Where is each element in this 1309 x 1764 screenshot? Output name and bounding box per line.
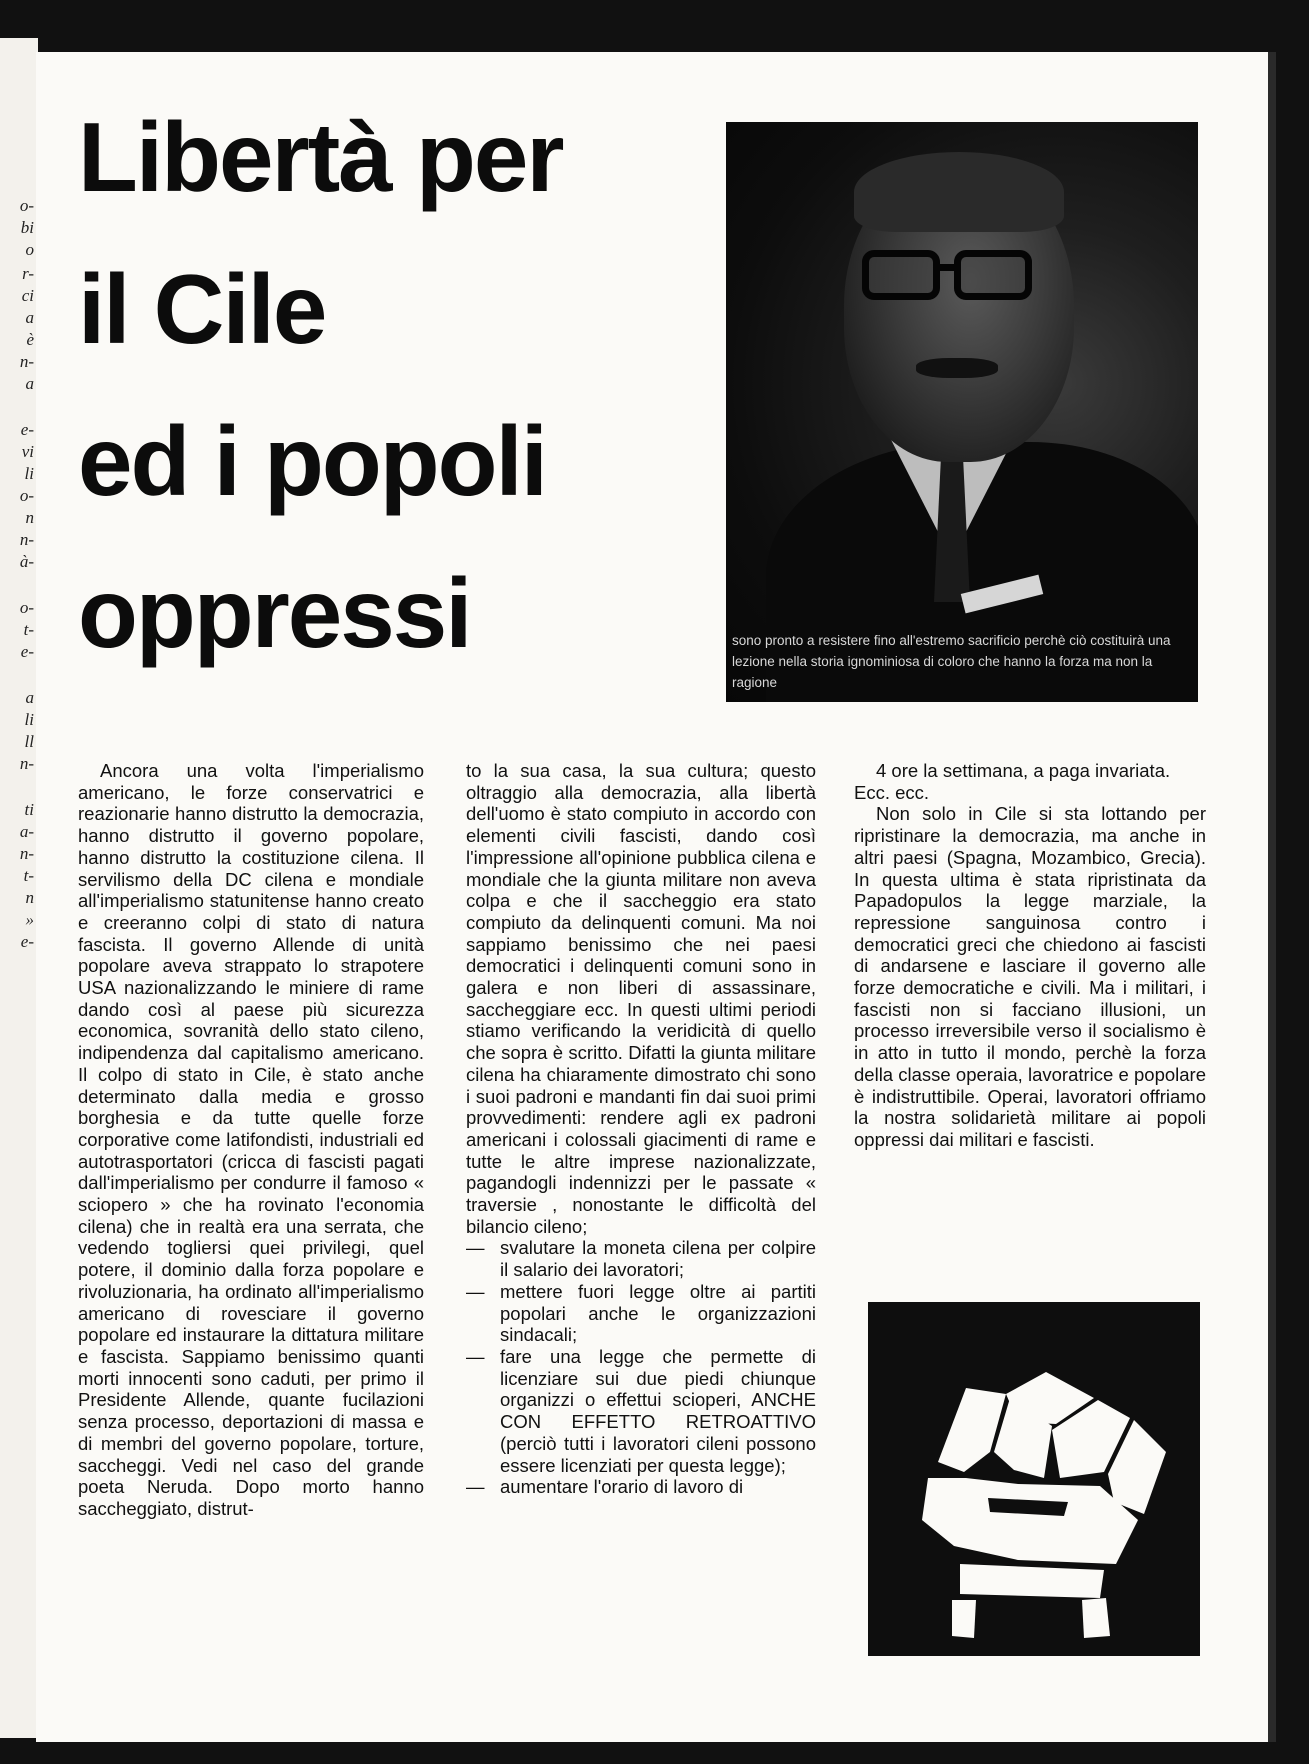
previous-page-text-fragment: a- <box>19 822 34 841</box>
previous-page-text-fragment: ci <box>21 286 34 305</box>
fist-forearm-left <box>952 1600 976 1638</box>
list-item-text: mettere fuori legge oltre ai partiti popolari anche le organizzazioni sindacali; <box>500 1280 816 1346</box>
raised-fist-illustration <box>868 1302 1200 1656</box>
list-dash: — <box>466 1345 485 1367</box>
previous-page-text-fragment: o <box>25 240 34 259</box>
photo-glasses-right <box>954 250 1032 300</box>
list-dash: — <box>466 1476 485 1498</box>
previous-page-text-fragment: t- <box>23 620 34 639</box>
fist-finger-1 <box>938 1388 1006 1472</box>
previous-page-text-fragment: e- <box>20 642 34 661</box>
previous-page-text-fragment: a <box>25 688 34 707</box>
article-column-2 <box>466 760 816 1498</box>
previous-page-text-fragment: o- <box>19 196 34 215</box>
list-item <box>466 1476 816 1498</box>
allende-portrait-photo <box>726 122 1198 702</box>
previous-page-text-fragment: n- <box>19 754 34 773</box>
page-edge-shadow <box>1268 52 1276 1742</box>
previous-page-edge <box>0 38 38 1738</box>
previous-page-text-fragment: n <box>25 888 34 907</box>
previous-page-text-fragment: vi <box>21 442 34 461</box>
col3-paragraph: Non solo in Cile si sta lottando per ripristinare la democrazia, ma anche in altri paesi (Spagna, Mozambico, Grecia). In questa ultima è stata ripristinata da Papadopulos la legge marziale, la repressione sanguinosa contro i democratici greci che chiedono ai fascisti di andarsene e lasciare il governo alle forze democratiche e civili. Ma i militari, i fascisti non si facciano illusioni, un processo irreversibile verso il socialismo è in atto in tutto il mondo, perchè la forza della classe operaia, lavoratrice e popolare è indistruttibile. Operai, lavoratori offriamo la nostra solidarietà militare ai popoli oppressi dai militari e fascisti. <box>854 803 1206 1150</box>
fist-forearm-right <box>1082 1598 1110 1638</box>
previous-page-text-fragment: ti <box>24 800 34 819</box>
list-item-text: aumentare l'orario di lavoro di <box>500 1476 744 1498</box>
previous-page-text-fragment: e- <box>20 420 34 439</box>
headline-line-4: oppressi <box>78 558 471 668</box>
list-item-text: svalutare la moneta cilena per colpire il salario dei lavoratori; <box>500 1237 816 1281</box>
previous-page-text-fragment: » <box>25 910 34 929</box>
raised-fist-icon <box>868 1302 1200 1656</box>
photo-caption: sono pronto a resistere fino all'estremo sacrificio perchè ciò costituirà una lezione nella storia ignominiosa di coloro che hanno la forza ma non la ragione <box>732 633 1171 690</box>
previous-page-text-fragment: o- <box>19 598 34 617</box>
previous-page-text-fragment: a <box>25 374 34 393</box>
headline-line-1: Libertà per <box>78 102 563 212</box>
previous-page-text-fragment: a <box>25 308 34 327</box>
col2-paragraph: to la sua casa, la sua cultura; questo oltraggio alla democrazia, alla libertà dell'uomo è stato compiuto in accordo con elementi civili fascisti, dando così l'impressione all'opinione pubblica cilena e mondiale che la giunta militare non aveva colpa e che il saccheggio era stato compiuto da delinquenti comuni. Ma noi sappiamo benissimo che nei paesi democratici i delinquenti comuni sono in galera e non liberi di assassinare, saccheggiare ecc. In questi ultimi periodi stiamo verificando la veridicità di quello che sopra è scritto. Difatti la giunta militare cilena ha chiaramente dimostrato chi sono i suoi padroni e mandanti fin dai suoi primi provvedimenti: rendere agli ex padroni americani i colossali giacimenti di rame e tutte le altre imprese nazionalizzate, pagandogli indennizzi per le passate « traversie , nonostante le difficoltà del bilancio cileno; <box>466 760 816 1237</box>
previous-page-text-fragment: li <box>24 710 34 729</box>
previous-page-text-fragment: o- <box>19 486 34 505</box>
article-column-3 <box>854 760 1206 1151</box>
previous-page-text-fragment: r- <box>22 264 34 283</box>
previous-page-text-fragment: bi <box>20 218 34 237</box>
photo-mustache <box>916 358 998 378</box>
list-dash: — <box>466 1237 485 1259</box>
previous-page-text-fragment: ll <box>24 732 34 751</box>
list-item <box>466 1281 816 1346</box>
list-item <box>466 1346 816 1476</box>
col1-paragraph: Ancora una volta l'imperialismo americano, le forze conservatrici e reazionarie hanno distrutto la democrazia, hanno distrutto il governo popolare, hanno distrutto la costituzione cilena. Il servilismo della DC cilena e mondiale all'imperialismo statunitense hanno creato e creeranno colpi di stato di natura fascista. Il governo Allende di unità popolare aveva strappato lo strapotere USA nazionalizzando le miniere di rame dando così al paese più sicurezza economica, sovranità dello stato cileno, indipendenza dal capitalismo americano. Il colpo di stato in Cile, è stato anche determinato dalla media e grosso borghesia e da tutte quelle forze corporative come latifondisti, industriali ed autotrasportatori (cricca di fascisti pagati dall'imperialismo per condurre il famoso « sciopero » che ha rovinato l'economia cilena) che in realtà era una serrata, che vedendo togliersi quei privilegi, quel potere, il dominio dalla forza popolare e rivoluzionaria, ha ordinato all'imperialismo americano di rovesciare il governo popolare ed instaurare la dittatura militare e fascista. Sappiamo benissimo quanti morti innocenti sono caduti, per primo il Presidente Allende, quante fucilazioni senza processo, deportazioni di massa e di membri del governo popolare, torture, saccheggi. Vedi nel caso del grande poeta Neruda. Dopo morto hanno saccheggiato, distrut- <box>78 760 424 1519</box>
photo-hair <box>854 152 1064 232</box>
previous-page-text-fragment: è <box>26 330 34 349</box>
article-column-1 <box>78 760 424 1520</box>
previous-page-text-fragment: t- <box>23 866 34 885</box>
list-item <box>466 1237 816 1280</box>
fist-palm <box>922 1478 1138 1564</box>
list-dash: — <box>466 1280 485 1302</box>
previous-page-text-fragment: li <box>24 464 34 483</box>
headline-line-3: ed i popoli <box>78 406 546 516</box>
col3-continuation: 4 ore la settimana, a paga invariata. <box>876 760 1171 781</box>
previous-page-text-fragment: n <box>25 508 34 527</box>
photo-glasses-left <box>862 250 940 300</box>
previous-page-text-fragment: e- <box>20 932 34 951</box>
previous-page-text-fragment: à- <box>19 552 34 571</box>
previous-page-text-fragment: n- <box>19 844 34 863</box>
photo-glasses-bridge <box>940 264 956 271</box>
fist-wrist <box>960 1564 1104 1598</box>
col3-ecc: Ecc. ecc. <box>854 781 930 803</box>
previous-page-text-fragment: n- <box>19 352 34 371</box>
headline-line-2: il Cile <box>78 254 326 364</box>
list-item-text: fare una legge che permette di licenziare sui due piedi chiunque organizzi o effettui scioperi, ANCHE CON EFFETTO RETROATTIVO (perciò tutti i lavoratori cileni possono essere licenziati per questa legge); <box>500 1345 816 1476</box>
previous-page-text-fragment: n- <box>19 530 34 549</box>
